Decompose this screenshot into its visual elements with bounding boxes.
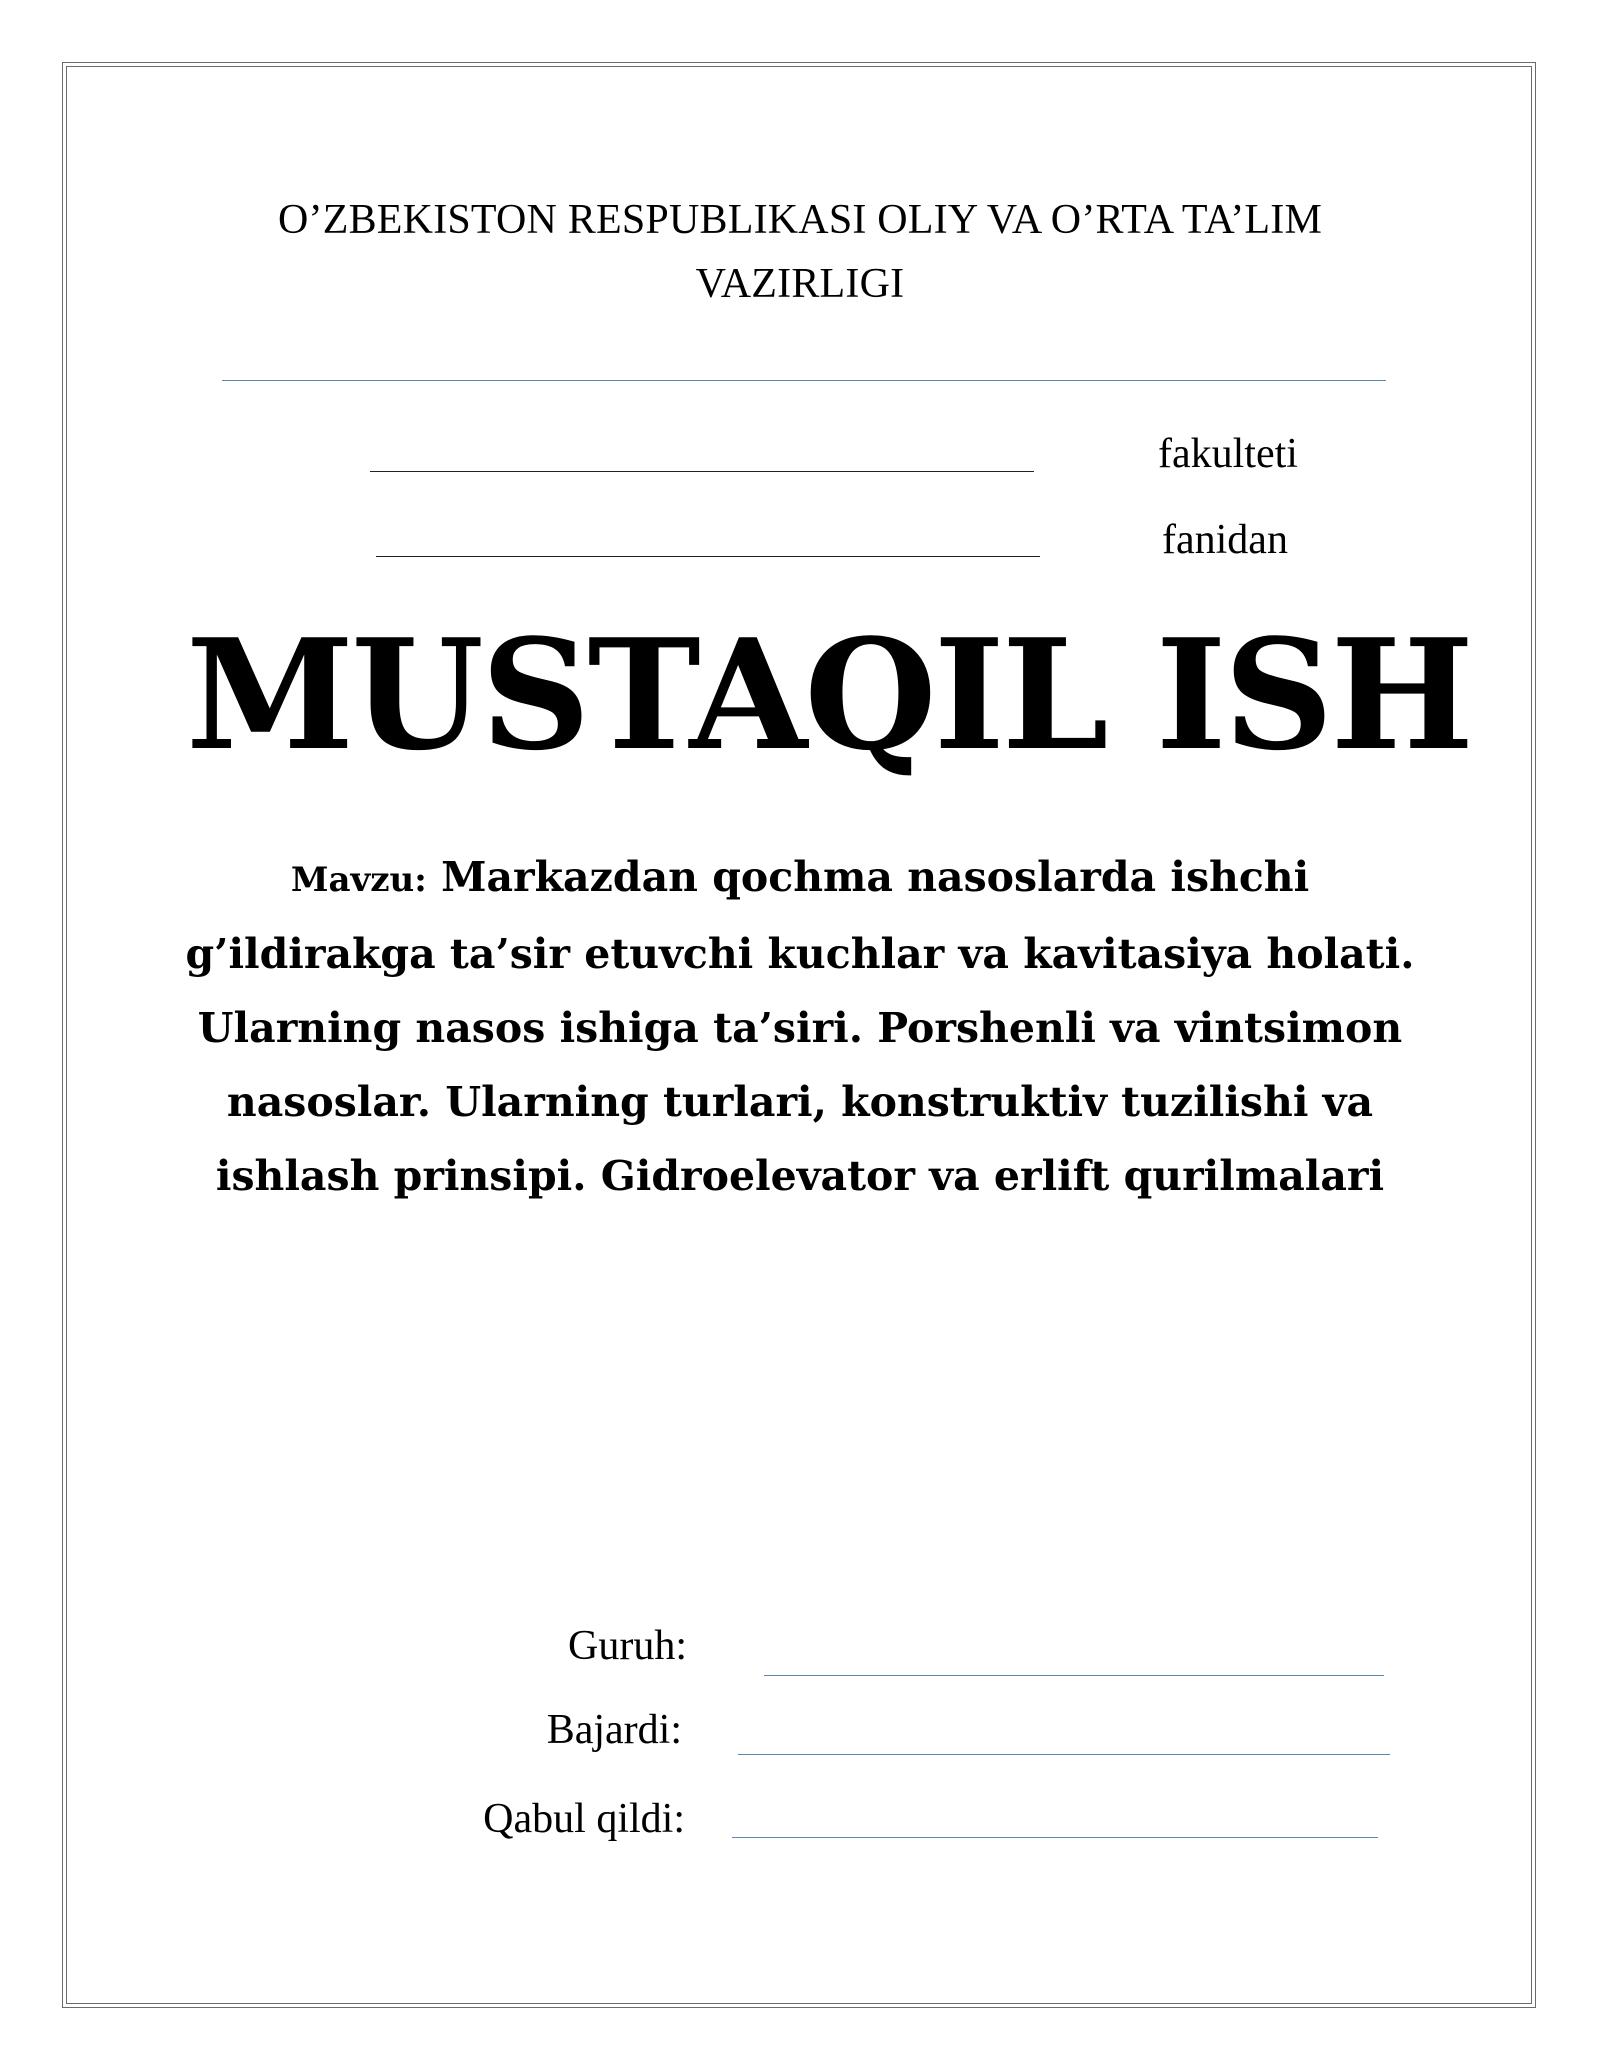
- faculty-label: fakulteti: [1158, 431, 1298, 477]
- document-title: MUSTAQIL ISH: [186, 605, 1472, 784]
- topic-block: [160, 840, 1440, 1213]
- topic-label: Mavzu:: [290, 860, 427, 900]
- accepted-blank-line: [732, 1837, 1378, 1838]
- subject-blank-line: [376, 556, 1040, 557]
- performed-label: Bajardi:: [546, 1707, 682, 1753]
- performed-blank-line: [738, 1754, 1390, 1755]
- topic-text: Markazdan qochma nasoslarda ishchi g’ildirakga ta’sir etuvchi kuchlar va kavitasiya holati. Ularning nasos ishiga ta’siri. Porshenli va vintsimon nasoslar. Ularning turlari, konstruktiv tuzilishi va ishlash prinsipi. Gidroelevator va erlift qurilmalari: [185, 853, 1415, 1200]
- subject-label: fanidan: [1162, 517, 1288, 563]
- group-blank-line: [764, 1675, 1384, 1676]
- group-label: Guruh:: [568, 1623, 687, 1669]
- ministry-line-1: O’ZBEKISTON RESPUBLIKASI OLIY VA O’RTA TA’LIM: [278, 197, 1322, 243]
- faculty-blank-line: [370, 471, 1034, 472]
- accepted-label: Qabul qildi:: [483, 1796, 685, 1842]
- university-blank-line: [222, 380, 1386, 381]
- ministry-header: [150, 188, 1450, 316]
- ministry-line-2: VAZIRLIGI: [695, 261, 905, 307]
